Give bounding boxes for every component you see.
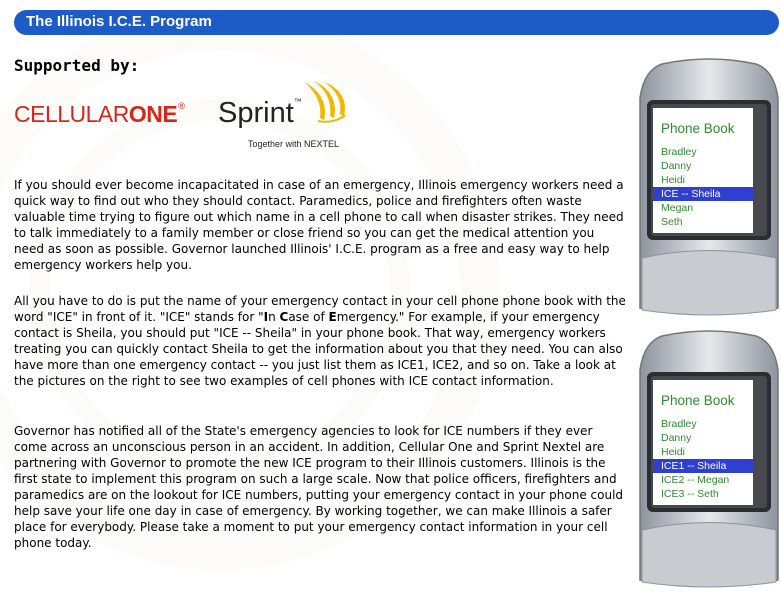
intro-paragraph: If you should ever become incapacitated in case of an emergency, Illinois emergency workers need a quick way to find out who they should contact. Paramedics, police and firefighters often waste valuable time trying to figure out which name in a cell phone to call when disaster strikes. They need to talk immediately to a family member or close friend so you can get the medical attention you need as soon as possible. Governor launched Illinois' I.C.E. program as a free and easy way to help emergency workers help you.	[14, 178, 624, 272]
supported-by-heading: Supported by:	[14, 56, 140, 75]
phonebook-contact: ICE2 -- Megan	[661, 474, 730, 486]
phonebook-list	[653, 417, 753, 501]
ice-word-in: n	[268, 310, 280, 324]
phonebook-contact-selected: ICE1 -- Sheila	[653, 459, 753, 473]
phone-screen	[653, 108, 753, 233]
sprint-trademark: ™	[293, 97, 302, 106]
sprint-wing-icon	[300, 80, 348, 132]
cellularone-logo-part2: ONE	[128, 101, 178, 127]
phonebook-contact: Heidi	[661, 446, 685, 458]
page-title-bar	[14, 10, 779, 35]
instructions-paragraph	[14, 293, 626, 389]
phonebook-contact: Heidi	[661, 174, 685, 186]
ice-letter-i: I	[263, 310, 269, 324]
phonebook-contact: Danny	[661, 432, 692, 444]
phonebook-contact: Megan	[661, 202, 694, 214]
sprint-logo	[218, 97, 302, 130]
cellularone-registered-mark: ®	[178, 101, 185, 111]
sprint-tagline: Together with NEXTEL	[248, 139, 340, 149]
phonebook-title: Phone Book	[661, 393, 735, 408]
cellularone-logo-part1: CELLULAR	[14, 101, 129, 127]
phonebook-contact: ICE3 -- Seth	[661, 488, 719, 500]
phonebook-contact: Bradley	[661, 146, 697, 158]
phone-screen	[653, 380, 753, 505]
instructions-text-end: mergency." For example, if your emergency contact is Sheila, you should put "ICE -- Sheila" in your phone book. That way, emergency workers treating you can quickly contact Sheila to get the information about you that they need. You can also have more than one emergency contact -- you just list them as ICE1, ICE2, and so on. Take a look at the pictures on the right to see two examples of cell phones with ICE contact information.	[14, 310, 623, 388]
phonebook-list	[653, 145, 753, 229]
phonebook-contact: Bradley	[661, 418, 697, 430]
phonebook-contact-selected: ICE -- Sheila	[653, 187, 753, 201]
sprint-logo-name: Sprint	[218, 97, 294, 129]
ice-letter-e: E	[328, 310, 337, 324]
phonebook-contact: Seth	[661, 216, 683, 228]
phonebook-contact: Danny	[661, 160, 692, 172]
instructions-text-start: All you have to do is put the name of your emergency contact in your cell phone phone book with the word "ICE" in front of it. "ICE" stands for "	[14, 294, 626, 324]
ice-letter-c: C	[279, 310, 289, 324]
partnership-paragraph: Governor has notified all of the State's emergency agencies to look for ICE numbers if they ever come across an unconscious person in an accident. In addition, Cellular One and Sprint Nextel are partnering with Governor to promote the new ICE program to their Illinois customers. Illinois is the first state to implement this program on such a large scale. Now that police officers, firefighters and paramedics are on the lookout for ICE numbers, putting your emergency contact in your phone could help save your life one day in case of emergency. By working together, we can make Illinois a safer place for everybody. Please take a moment to put your emergency contact information in your cell phone today.	[14, 424, 624, 550]
phone-example-single-ice	[638, 58, 780, 318]
page-title: The Illinois I.C.E. Program	[26, 13, 212, 30]
phonebook-title: Phone Book	[661, 121, 735, 136]
phone-example-multiple-ice	[638, 330, 780, 590]
ice-word-case: ase of	[288, 310, 329, 324]
cellularone-logo	[14, 101, 184, 128]
